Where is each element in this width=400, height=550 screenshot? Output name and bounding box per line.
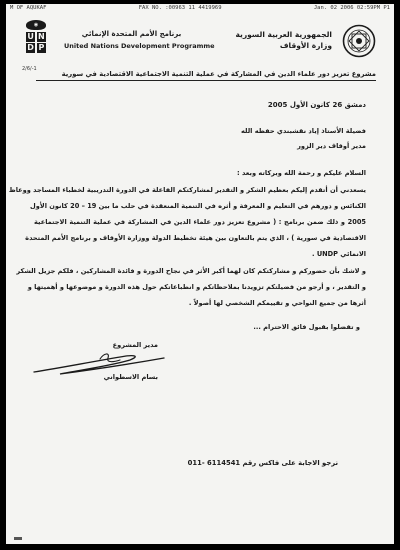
letter-date: دمشق 26 كانون الأول 2005 <box>267 101 366 109</box>
body-line: و لاشك بأن حضوركم و مشاركتكم كان لهما أكبر الأثر في نجاح الدورة و فائدة المشاركين ، فلكم جزيل الشكر <box>16 267 366 275</box>
body-line: 2005 و ذلك ضمن برنامج : ( مشروع تعزيز دور علماء الدين في المشاركة في عملية التنمية الاجتماعية <box>34 218 366 226</box>
body-line: الكنائس و دورهم في التعليم و المعرفة و أثره في التنمية المنعقدة في حلب ما بين 19 – 20 كانون الأول <box>29 202 366 210</box>
addressee-office: مدير أوقاف دير الزور <box>297 142 366 150</box>
body-line: الاقتصادية في سورية ) ، الذي يتم بالتعاون بين هيئة تخطيط الدولة ووزارة الأوقاف و برنامج الأمم المتحدة <box>25 234 366 242</box>
greeting: السلام عليكم و رحمة الله وبركاته وبعد : <box>237 169 366 177</box>
project-title: مشروع تعزيز دور علماء الدين في المشاركة في عملية التنمية الاجتماعية الاقتصادية في سورية <box>36 70 376 81</box>
page-edge-mark <box>14 537 22 540</box>
ministry-seal-icon <box>342 24 376 58</box>
fax-number: FAX NO. :00963 11 4419969 <box>138 5 222 11</box>
body-line: أثرها من جميع النواحي و تقييمكم الشخصي لها أصولاً . <box>188 299 366 307</box>
signer-title: مدير المشروع <box>112 341 158 349</box>
undp-logo-letter-p: P <box>38 43 45 52</box>
government-ministry: وزارة الأوقاف <box>279 41 332 50</box>
logo-date-tag: 2/6/-1 <box>22 66 37 72</box>
signer-name-block <box>68 372 158 382</box>
reply-fax-note: نرجو الاجابة على فاكس رقم 6114541 -011 <box>187 459 338 467</box>
signer-name: بسام الاسطواني <box>103 373 158 381</box>
signature-block <box>68 340 158 350</box>
fax-page <box>6 4 394 544</box>
undp-name-english: United Nations Development Programme <box>64 42 215 50</box>
addressee-name: فضيلة الأستاذ إياد نقشبندي حفظه الله <box>241 127 366 135</box>
body-line: و التقدير ، و أرجو من فضيلتكم تزويدنا بملاحظاتكم و انطباعاتكم حول هذه الدورة و موضوعها و أهميتها و <box>27 283 366 291</box>
undp-name-arabic: برنامج الأمم المتحدة الإنمائي <box>81 30 182 38</box>
un-emblem-icon: ◉ <box>26 20 46 30</box>
body-line: الانمائي UNDP . <box>312 250 366 258</box>
government-heading <box>236 30 333 50</box>
undp-logo-letter-n: N <box>38 31 45 41</box>
undp-logo-letter-u: U <box>27 31 34 41</box>
body-line: يسعدني أن أتقدم إليكم بعظيم الشكر و التقدير لمشاركتكم الفاعلة في الدورة التدريبية لخطباء المساجد ووعاظ <box>8 186 366 194</box>
undp-logo-letter-d: D <box>27 43 34 52</box>
fax-header <box>10 5 390 14</box>
government-republic: الجمهورية العربية السورية <box>235 30 332 39</box>
closing-line: و تفضلوا بقبول فائق الاحترام ... <box>253 323 360 331</box>
fax-sender: M OF AQUKAF <box>10 5 47 11</box>
undp-logo <box>26 20 46 53</box>
fax-datetime: Jan. 02 2006 02:59PM P1 <box>313 5 390 11</box>
